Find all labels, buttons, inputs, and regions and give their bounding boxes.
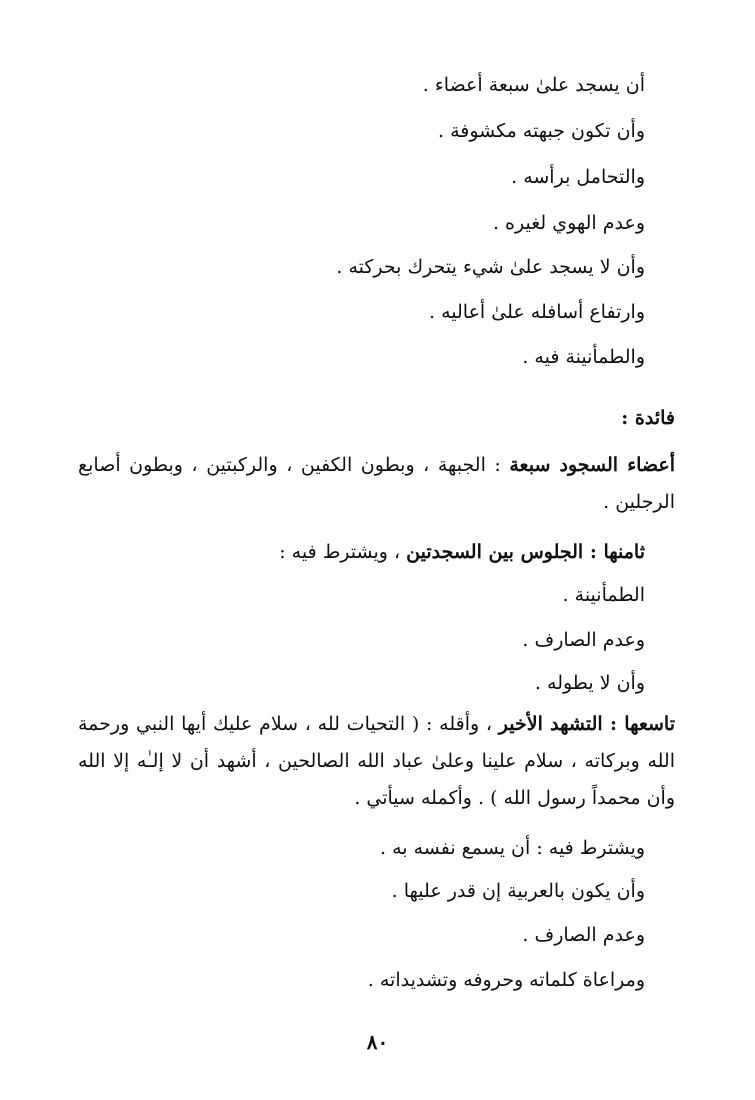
list-item: والطمأنينة فيه .: [522, 346, 645, 368]
paragraph-ninth: [78, 706, 675, 817]
list-item: وأن لا يسجد علىٰ شيء يتحرك بحركته .: [336, 256, 645, 278]
pillar-lead: ثامنها : الجلوس بين السجدتين: [406, 541, 645, 563]
pillar-eighth: [279, 537, 645, 567]
list-item: وعدم الصارف .: [522, 924, 645, 946]
list-item: الطمأنينة .: [562, 584, 645, 606]
section-heading: فائدة :: [621, 407, 675, 429]
paragraph-text: ، وأقله : ( التحيات لله ، سلام عليك أيها النبي ورحمة الله وبركاته ، سلام علينا وعلىٰ عباد الله الصالحين ، أشهد أن لا إلـٰه إلا الله وأن محمداً رسول الله ) . وأكمله سيأتي .: [78, 713, 675, 809]
list-item: وأن لا يطوله .: [534, 672, 645, 694]
list-item: ومراعاة كلماته وحروفه وتشديداته .: [367, 969, 645, 991]
pillar-text: ، ويشترط فيه :: [279, 541, 407, 563]
paragraph-faida: [78, 447, 675, 521]
list-item: وأن يكون بالعربية إن قدر عليها .: [391, 880, 645, 902]
list-item: ويشترط فيه : أن يسمع نفسه به .: [380, 837, 645, 859]
paragraph-lead: تاسعها : التشهد الأخير: [498, 713, 675, 735]
paragraph-text: : الجبهة ، وبطون الكفين ، والركبتين ، وبطون أصابع الرجلين .: [78, 454, 675, 513]
paragraph-lead: أعضاء السجود سبعة: [509, 454, 676, 476]
list-item: وأن تكون جبهته مكشوفة .: [437, 120, 645, 142]
list-item: أن يسجد علىٰ سبعة أعضاء .: [422, 74, 645, 96]
page-number: ٨٠: [366, 1030, 389, 1054]
list-item: والتحامل برأسه .: [511, 166, 645, 188]
list-item: وارتفاع أسافله علىٰ أعاليه .: [429, 301, 645, 323]
list-item: وعدم الهوي لغيره .: [492, 212, 645, 234]
list-item: وعدم الصارف .: [522, 629, 645, 651]
